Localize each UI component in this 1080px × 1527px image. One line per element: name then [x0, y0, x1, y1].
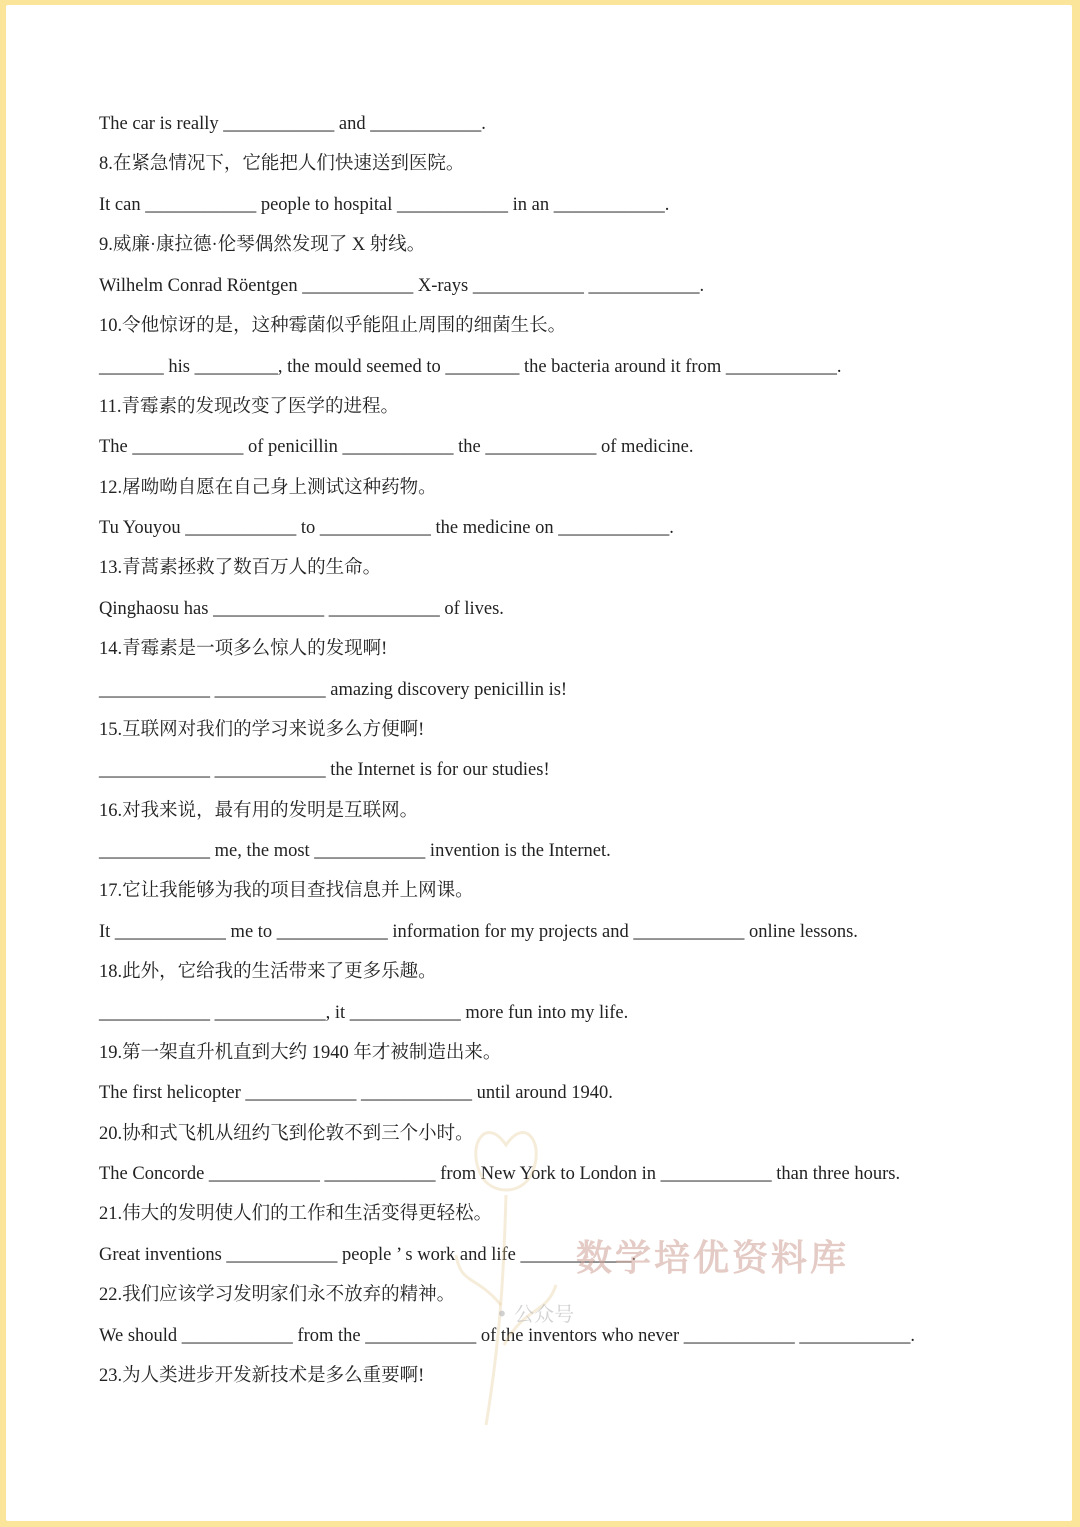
watermark-subtitle: • 公众号: [496, 1302, 575, 1326]
exercise-line: 18.此外，它给我的生活带来了更多乐趣。: [99, 962, 437, 982]
exercise-line: 14.青霉素是一项多么惊人的发现啊!: [99, 639, 388, 659]
exercise-line: 11.青霉素的发现改变了医学的进程。: [99, 397, 399, 417]
worksheet-page: [6, 5, 1072, 1521]
exercise-line: Great inventions ____________ people ’ s work and life ____________.: [99, 1245, 637, 1265]
exercise-line: It can ____________ people to hospital ____________ in an ____________.: [99, 195, 670, 215]
dot-icon: •: [496, 1302, 515, 1326]
exercise-line: Tu Youyou ____________ to ____________ the medicine on ____________.: [99, 518, 674, 538]
watermark: [496, 1230, 856, 1326]
exercise-line: 8.在紧急情况下，它能把人们快速送到医院。: [99, 154, 465, 174]
exercise-line: The ____________ of penicillin ____________ the ____________ of medicine.: [99, 437, 694, 457]
exercise-line: The car is really ____________ and ____________.: [99, 114, 486, 134]
exercise-line: _______ his _________, the mould seemed to ________ the bacteria around it from ____________.: [99, 357, 842, 377]
tulip-watermark-icon: [446, 1105, 566, 1435]
exercise-line: Qinghaosu has ____________ ____________ of lives.: [99, 599, 504, 619]
exercise-line: 21.伟大的发明使人们的工作和生活变得更轻松。: [99, 1204, 493, 1224]
exercise-line: 9.威廉·康拉德·伦琴偶然发现了 X 射线。: [99, 235, 426, 255]
exercise-line: ____________ ____________, it ____________ more fun into my life.: [99, 1003, 629, 1023]
exercise-line: Wilhelm Conrad Röentgen ____________ X-rays ____________ ____________.: [99, 276, 705, 296]
exercise-line: ____________ ____________ the Internet is for our studies!: [99, 760, 550, 780]
exercise-line: 23.为人类进步开发新技术是多么重要啊!: [99, 1366, 425, 1386]
exercise-line: ____________ me, the most ____________ invention is the Internet.: [99, 841, 611, 861]
exercise-line: The Concorde ____________ ____________ from New York to London in ____________ than three hours.: [99, 1164, 901, 1184]
exercise-line: 22.我们应该学习发明家们永不放弃的精神。: [99, 1285, 456, 1305]
exercise-line: 10.令他惊讶的是，这种霉菌似乎能阻止周围的细菌生长。: [99, 316, 567, 336]
exercise-line: It ____________ me to ____________ information for my projects and ____________ online lessons.: [99, 922, 858, 942]
exercise-line: 16.对我来说，最有用的发明是互联网。: [99, 801, 419, 821]
exercise-line: The first helicopter ____________ ____________ until around 1940.: [99, 1083, 613, 1103]
exercise-line: 19.第一架直升机直到大约 1940 年才被制造出来。: [99, 1043, 502, 1063]
exercise-line: 17.它让我能够为我的项目查找信息并上网课。: [99, 881, 474, 901]
exercise-line: 12.屠呦呦自愿在自己身上测试这种药物。: [99, 478, 437, 498]
exercise-line: 15.互联网对我们的学习来说多么方便啊!: [99, 720, 425, 740]
exercise-line: We should ____________ from the ____________ of the inventors who never ____________ ____________.: [99, 1326, 916, 1346]
exercise-line: 20.协和式飞机从纽约飞到伦敦不到三个小时。: [99, 1124, 474, 1144]
exercise-line: 13.青蒿素拯救了数百万人的生命。: [99, 558, 382, 578]
watermark-title: 数学培优资料库: [576, 1237, 850, 1279]
exercise-line: ____________ ____________ amazing discovery penicillin is!: [99, 680, 568, 700]
